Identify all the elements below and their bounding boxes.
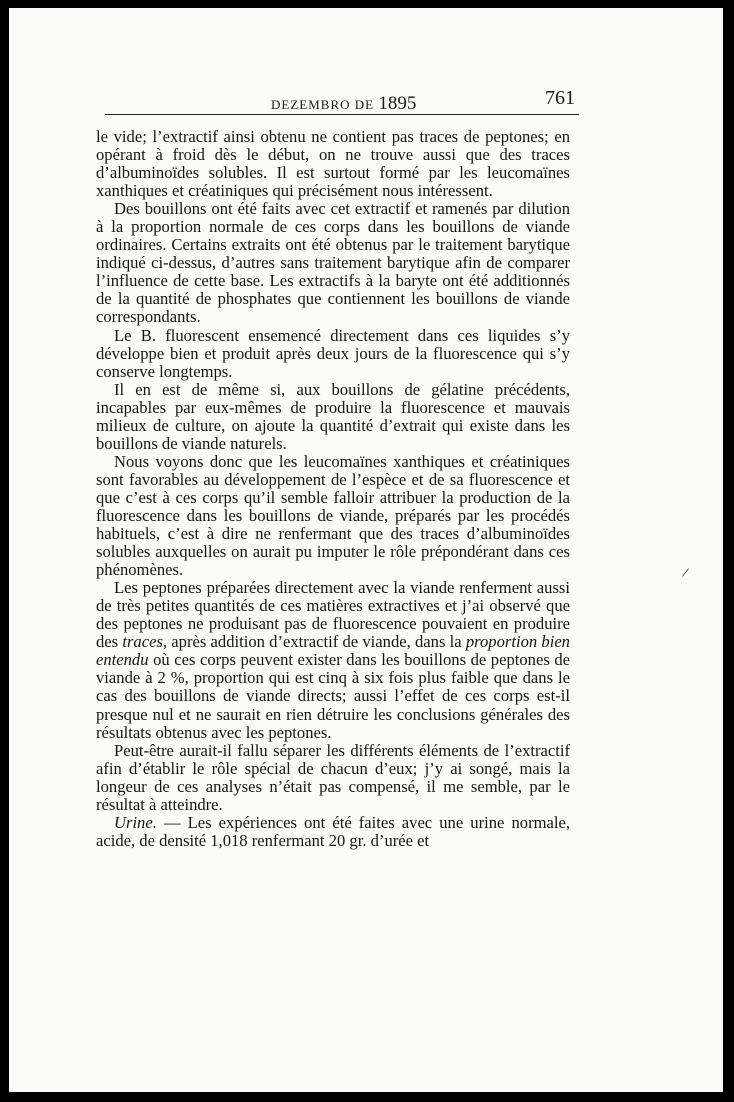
- paragraph-2: Des bouillons ont été faits avec cet extractif et ramenés par dilution à la proportion normale de ces corps dans les bouillons de viande ordinaires. Certains extraits ont été obtenus par le traitement barytique indiqué ci-dessus, d’autres sans traitement barytique afin de comparer l’influence de cette base. Les extractifs à la baryte ont été additionnés de la quantité de phosphates que contiennent les bouillons de viande correspondants.: [96, 199, 570, 327]
- body-text: [96, 128, 570, 850]
- italic-proportion: proportion bien entendu: [96, 632, 570, 670]
- paragraph-3: Le B. fluorescent ensemencé directement dans ces liquides s’y développe bien et produit après deux jours de la fluorescence qui s’y conserve longtemps.: [96, 325, 570, 381]
- paragraph-8-text: — Les expériences ont été faites avec une urine normale, acide, de densité 1,018 renfermant 20 gr. d’urée et: [96, 812, 570, 850]
- ink-mark: /: [680, 565, 690, 582]
- urine-section-label: Urine.: [114, 812, 157, 832]
- running-title-year: 1895: [378, 93, 417, 114]
- paragraph-6-text-a: Les peptones préparées directement avec la viande renferment aussi de très petites quantités de ces matières extractives et j’ai observé que des peptones ne produisant pas de fluorescence pouvaient en produire des: [96, 578, 570, 652]
- paragraph-4: Il en est de même si, aux bouillons de gélatine précédents, incapables par eux-mêmes de produire la fluorescence et mauvais milieux de culture, on ajoute la quantité d’extrait qui existe dans les bouillons de viande naturels.: [96, 379, 570, 453]
- italic-traces: traces,: [122, 632, 168, 652]
- page-number: 761: [545, 87, 575, 109]
- paragraph-6-text-b: après addition d’extractif de viande, dans la: [167, 632, 466, 652]
- paragraph-6: [96, 579, 570, 741]
- running-title-month: DEZEMBRO DE: [271, 97, 375, 112]
- paragraph-8: [96, 814, 570, 850]
- paragraph-6-text-c: où ces corps peuvent exister dans les bouillons de peptones de viande à 2 %, proportion qui est cinq à six fois plus faible que dans le cas des bouillons de viande directs; aussi l’effet de ces corps est-il presque nul et ne saurait en rien détruire les conclusions générales des résultats obtenus avec les peptones.: [96, 650, 570, 742]
- paragraph-7: Peut-être aurait-il fallu séparer les différents éléments de l’extractif afin d’établir le rôle spécial de chacun d’eux; j’y ai songé, mais la longeur de ces analyses n’était pas compensé, il me semble, par le résultat à atteindre.: [96, 740, 570, 814]
- running-title: [271, 93, 416, 115]
- paragraph-5: Nous voyons donc que les leucomaïnes xanthiques et créatiniques sont favorables au développement de l’espèce et de sa fluorescence et que c’est à ces corps qu’il semble falloir attribuer la production de la fluorescence dans les bouillons de viande, préparés par les procédés habituels, c’est à dire ne renfermant que des traces d’albuminoïdes solubles auxquelles on aurait pu imputer le rôle prépondérant dans ces phénomènes.: [96, 451, 570, 580]
- page-header: [105, 84, 579, 115]
- paragraph-1: le vide; l’extractif ainsi obtenu ne contient pas traces de peptones; en opérant à froid dès le début, on ne trouve aussi que des traces d’albuminoïdes solubles. Il est surtout formé par les leucomaïnes xanthiques et créatiniques qui précisément nous intéressent.: [96, 127, 570, 201]
